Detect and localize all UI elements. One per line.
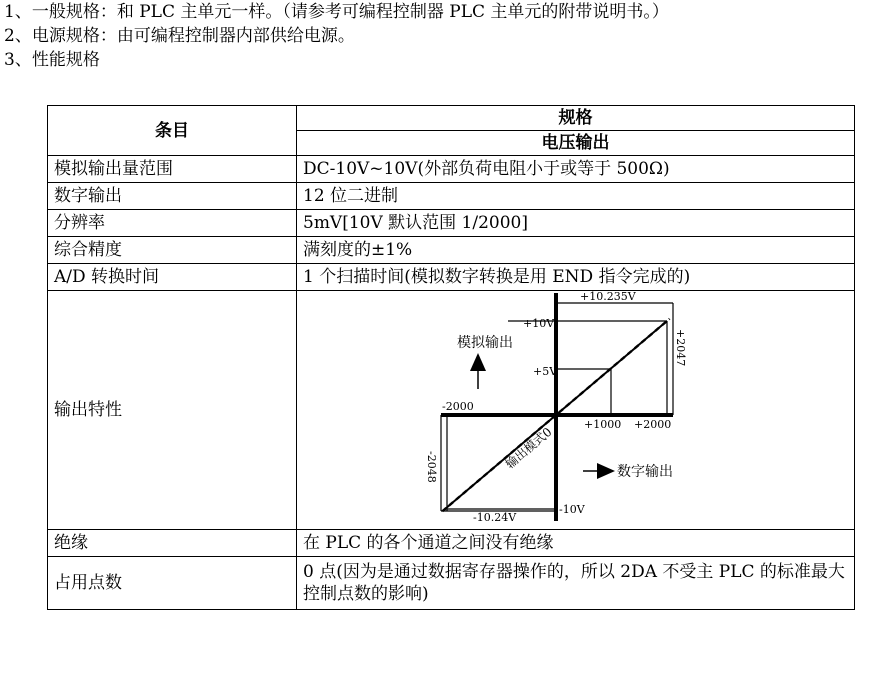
table-row [48, 264, 855, 291]
table-row [48, 291, 855, 530]
tick-label-plus2047: +2047 [674, 329, 687, 367]
tick-label-plus2000: +2000 [634, 418, 672, 431]
row-item: 占用点数 [48, 557, 297, 610]
output-characteristic-cell [297, 291, 855, 530]
y-label-arrow-head [470, 353, 486, 371]
x-axis-label: 数字输出 [617, 464, 673, 480]
tick-label-minus2048: -2048 [425, 451, 438, 483]
tick-label-plus5v: +5V [533, 365, 558, 378]
header-voltage-output: 电压输出 [297, 131, 855, 156]
row-item: A/D 转换时间 [48, 264, 297, 291]
row-item: 绝缘 [48, 530, 297, 557]
tick-label-plus10v: +10V [523, 317, 555, 330]
row-spec: 在 PLC 的各个通道之间没有绝缘 [297, 530, 855, 557]
header-spec: 规格 [297, 106, 855, 131]
table-row [48, 557, 855, 610]
row-item: 模拟输出量范围 [48, 156, 297, 183]
tick-label-min-v: -10.24V [473, 511, 517, 523]
tick-label-minus10v: -10V [559, 503, 585, 516]
row-item: 综合精度 [48, 237, 297, 264]
row-item: 分辨率 [48, 210, 297, 237]
row-spec: DC-10V~10V(外部负荷电阻小于或等于 500Ω) [297, 156, 855, 183]
table-row [48, 210, 855, 237]
row-item: 数字输出 [48, 183, 297, 210]
intro-line-power: 2、电源规格：由可编程控制器内部供给电源。 [4, 26, 355, 46]
row-spec: 1 个扫描时间(模拟数字转换是用 END 指令完成的) [297, 264, 855, 291]
intro-line-general: 1、一般规格：和 PLC 主单元一样。（请参考可编程控制器 PLC 主单元的附带说明书。） [4, 2, 669, 22]
table-row [48, 530, 855, 557]
x-label-arrow-head [597, 463, 615, 479]
output-characteristic-chart [297, 291, 855, 523]
row-spec: 12 位二进制 [297, 183, 855, 210]
table-row [48, 183, 855, 210]
row-spec: 5mV[10V 默认范围 1/2000] [297, 210, 855, 237]
y-axis-label: 模拟输出 [457, 335, 513, 351]
intro-line-performance: 3、性能规格 [4, 50, 100, 70]
table-row [48, 156, 855, 183]
table-row [48, 237, 855, 264]
tick-label-plus1000: +1000 [584, 418, 622, 431]
row-spec: 满刻度的±1% [297, 237, 855, 264]
tick-label-max-v: +10.235V [580, 291, 636, 303]
series-label-mode0: 输出模式0 [502, 424, 555, 472]
row-spec: 0 点(因为是通过数据寄存器操作的，所以 2DA 不受主 PLC 的标准最大控制点数的影响) [297, 557, 855, 610]
performance-spec-table [47, 105, 855, 610]
header-item: 条目 [48, 106, 297, 156]
row-item: 输出特性 [48, 291, 297, 530]
tick-label-minus2000: -2000 [442, 400, 474, 413]
